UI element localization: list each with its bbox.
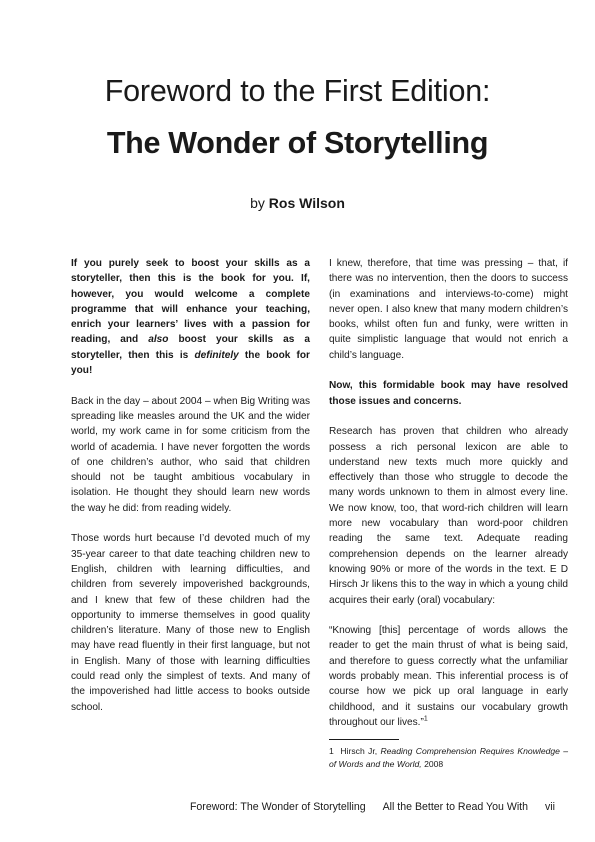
footnote-year: 2008: [424, 759, 444, 770]
footnote-title: Reading Comprehension Requires Knowledge – of Words and the World,: [329, 745, 569, 770]
footnote-reference: 1: [423, 715, 428, 723]
body-paragraph: Back in the day – about 2004 – when Big Writing was spreading like measles around the UK and the wider world, my work came in for some criticism from the world of academia. I have never forgotten the words of one children’s author, who said that children should not be taught ambitious vocabulary in isolation. He thought they should learn new words the way he did: from reading widely.: [71, 395, 310, 514]
byline-prefix: by: [250, 195, 265, 211]
intro-emphasis-2: definitely: [194, 349, 239, 361]
title-line-1: Foreword to the First Edition:: [104, 74, 491, 108]
quote-text: “Knowing [this] percentage of words allows the reader to get the main thrust of what is being said, and therefore to guess correctly what the unfamiliar words probably mean. This inferential process is of course how we pick up oral language in early childhood, and it sustains our vocabulary growth throughout our lives.”: [329, 625, 568, 728]
body-paragraph: Research has proven that children who already possess a rich personal lexicon are able to understand new texts much more quickly and effectively than those who struggle to decode the many words unknown to them in almost every line. We now know, too, that word-rich children will learn more new vocabulary than word-poor children reading the same text. Adequate reading comprehension depends on the learner already knowing 90% or more of the words in the text. E D Hirsch Jr likens this to the way in which a young child acquires their early (oral) vocabulary:: [329, 426, 568, 606]
left-column: [71, 256, 310, 730]
footnote: [329, 745, 568, 772]
quote-paragraph: [329, 623, 568, 730]
footer-book-title: All the Better to Read You With: [382, 801, 529, 813]
title-line-2: The Wonder of Storytelling: [106, 126, 489, 160]
intro-paragraph: [71, 256, 310, 378]
author-name: Ros Wilson: [268, 195, 345, 211]
footnote-author: Hirsch Jr,: [340, 745, 378, 756]
footer-chapter-title: Foreword: The Wonder of Storytelling: [189, 801, 366, 813]
page-footer: [190, 801, 555, 813]
body-paragraph: Those words hurt because I’d devoted much of my 35-year career to that date teaching children new to English, children with learning difficulties, and children from severely impoverished backgrounds, and I knew that few of these children had the opportunity to immerse themselves in good quality children’s literature. Many of those new to English may have read fluently in their first language, but not in English. Many of those with learning difficulties could read only the simplest of texts. And many of the impoverished had little access to books outside school.: [71, 533, 310, 713]
right-column: [329, 256, 568, 772]
bold-paragraph: Now, this formidable book may have resolved those issues and concerns.: [329, 380, 568, 407]
intro-emphasis-1: also: [148, 334, 169, 346]
intro-text-2: boost your skills as a storyteller, then this is: [71, 334, 310, 361]
footnote-number: 1: [329, 745, 334, 756]
intro-text-1: If you purely seek to boost your skills as a storyteller, then this is the book for you. If, however, you would welcome a complete programme that will enhance your teaching, enrich your learners’ lives with a passion for reading, and: [71, 258, 310, 346]
intro-text-3: the book for you!: [71, 349, 310, 377]
footnote-divider: [329, 739, 399, 740]
body-paragraph: I knew, therefore, that time was pressing – that, if there was no intervention, then the doors to success (in examinations and interviews-to-come) might never open. I also knew that many modern children’s books, whilst often fun and funky, were written in quite simplistic language that would not enrich a child’s language.: [329, 258, 568, 361]
page-number: vii: [544, 801, 555, 813]
byline: [0, 195, 595, 211]
